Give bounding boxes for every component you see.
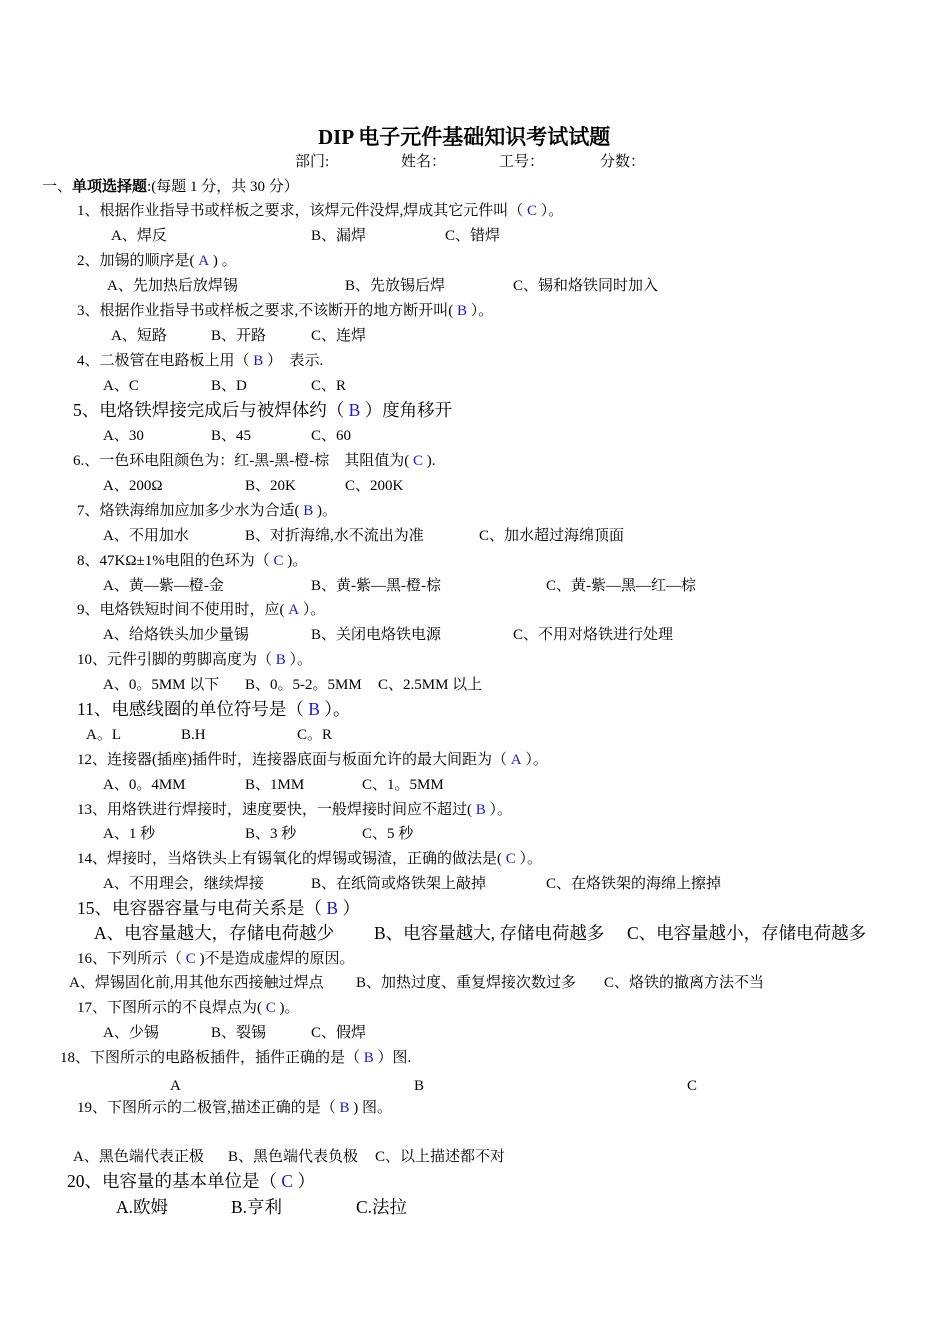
option-a: A、不用理会，继续焊接 xyxy=(103,876,264,892)
option-b: B.H xyxy=(181,727,206,743)
question-tail: )。 xyxy=(275,1000,300,1016)
option-c: C、5 秒 xyxy=(362,826,414,842)
question-text: 20、电容量的基本单位是（ xyxy=(67,1171,282,1191)
question-7 xyxy=(77,501,337,521)
question-5 xyxy=(73,400,452,420)
question-13 xyxy=(77,800,512,820)
answer: B xyxy=(457,303,468,319)
question-tail: )。 xyxy=(283,553,308,569)
question-tail: ） xyxy=(338,898,360,918)
question-17 xyxy=(77,998,300,1018)
employee-id-label: 工号： xyxy=(499,154,545,170)
answer: B xyxy=(308,699,320,719)
question-9 xyxy=(77,600,325,620)
question-tail: ）。 xyxy=(299,602,326,618)
question-text: 2、加锡的顺序是( xyxy=(77,253,199,269)
option-b: B、20K xyxy=(245,478,296,494)
option-a: A、短路 xyxy=(111,328,167,344)
question-tail: ）。 xyxy=(467,303,494,319)
question-text: 6.、一色环电阻颜色为：红-黑-黑-橙-棕 其阻值为( xyxy=(73,453,413,469)
option-b: B、开路 xyxy=(211,328,267,344)
option-b: B、黄-紫—黑-橙-棕 xyxy=(311,578,441,594)
question-text: 15、电容器容量与电荷关系是（ xyxy=(77,898,327,918)
option-c: C、1。5MM xyxy=(362,777,444,793)
question-tail: ）。 xyxy=(521,752,548,768)
question-18 xyxy=(60,1048,411,1068)
question-text: 14、焊接时，当烙铁头上有锡氧化的焊锡或锡渣，正确的做法是( xyxy=(77,851,506,867)
question-text: 3、根据作业指导书或样板之要求,不该断开的地方断开叫( xyxy=(77,303,457,319)
question-20 xyxy=(67,1171,315,1191)
question-12 xyxy=(77,750,548,770)
option-b: B.亨利 xyxy=(231,1197,283,1217)
question-2 xyxy=(77,251,237,271)
question-16 xyxy=(77,949,355,969)
question-text: 8、47KΩ±1%电阻的色环为（ xyxy=(77,553,274,569)
option-c: C、电容量越小，存储电荷越多 xyxy=(627,923,867,943)
option-b: B xyxy=(414,1078,425,1094)
question-tail: ） 表示. xyxy=(263,353,324,369)
option-c: C、2.5MM 以上 xyxy=(378,677,483,693)
option-c: C、在烙铁架的海绵上擦掉 xyxy=(546,876,722,892)
exam-title: DIP 电子元件基础知识考试试题 xyxy=(318,125,611,149)
option-a: A、黑色端代表正极 xyxy=(73,1149,204,1165)
option-a: A、30 xyxy=(103,428,144,444)
answer: C xyxy=(265,1000,276,1016)
question-8 xyxy=(77,551,307,571)
question-text: 7、烙铁海绵加应加多少水为合适( xyxy=(77,503,304,519)
question-text: 5、电烙铁焊接完成后与被焊体约（ xyxy=(73,400,349,420)
question-text: 10、元件引脚的剪脚高度为（ xyxy=(77,652,276,668)
option-b: B、关闭电烙铁电源 xyxy=(311,627,442,643)
question-4 xyxy=(77,351,323,371)
question-text: 16、下列所示（ xyxy=(77,951,186,967)
option-a: A。L xyxy=(86,727,121,743)
option-b: B、加热过度、重复焊接次数过多 xyxy=(356,975,577,991)
question-tail: ）图. xyxy=(373,1050,412,1066)
answer: A xyxy=(198,253,210,269)
option-a: A、焊锡固化前,用其他东西接触过焊点 xyxy=(69,975,324,991)
dept-label: 部门: xyxy=(295,154,330,170)
option-b: B、电容量越大, 存储电荷越多 xyxy=(374,923,605,943)
answer: B xyxy=(339,1100,350,1116)
question-text: 17、下图所示的不良焊点为( xyxy=(77,1000,266,1016)
option-b: B、1MM xyxy=(245,777,305,793)
question-tail: ）度角移开 xyxy=(360,400,453,420)
question-tail: ) 图。 xyxy=(349,1100,393,1116)
section-heading xyxy=(42,177,299,197)
option-a: A、200Ω xyxy=(103,478,163,494)
question-15 xyxy=(77,898,360,918)
option-b: B、对折海绵,水不流出为准 xyxy=(245,528,424,544)
question-text: 18、下图所示的电路板插件，插件正确的是（ xyxy=(60,1050,364,1066)
option-c: C.法拉 xyxy=(356,1197,408,1217)
option-c: C xyxy=(687,1078,698,1094)
option-c: C、锡和烙铁同时加入 xyxy=(513,278,659,294)
answer: B xyxy=(363,1050,374,1066)
option-c: C、连焊 xyxy=(311,328,367,344)
option-b: B、D xyxy=(211,378,247,394)
option-b: B、先放锡后焊 xyxy=(345,278,446,294)
answer: B xyxy=(253,353,264,369)
option-c: C。R xyxy=(297,727,333,743)
question-text: 1、根据作业指导书或样板之要求，该焊元件没焊,焊成其它元件叫（ xyxy=(77,203,528,219)
answer: C xyxy=(527,203,538,219)
question-tail: ）。 xyxy=(537,203,564,219)
question-text: 12、连接器(插座)插件时，连接器底面与板面允许的最大间距为（ xyxy=(77,752,511,768)
option-b: B、在纸筒或烙铁架上敲掉 xyxy=(311,876,487,892)
option-c: C、R xyxy=(311,378,347,394)
option-b: B、漏焊 xyxy=(311,228,367,244)
question-tail: ）。 xyxy=(515,851,543,867)
question-14 xyxy=(77,849,542,869)
question-6 xyxy=(73,451,436,471)
option-b: B、45 xyxy=(211,428,252,444)
question-text: 13、用烙铁进行焊接时，速度要快，一般焊接时间应不超过( xyxy=(77,802,476,818)
option-b: B、3 秒 xyxy=(245,826,297,842)
answer: C xyxy=(412,453,423,469)
question-text: 4、二极管在电路板上用（ xyxy=(77,353,254,369)
option-c: C、60 xyxy=(311,428,352,444)
question-tail: ） xyxy=(293,1171,315,1191)
question-tail: ）。 xyxy=(285,652,313,668)
question-1 xyxy=(77,201,563,221)
option-a: A、0。5MM 以下 xyxy=(103,677,220,693)
answer: B xyxy=(326,898,339,918)
option-a: A、电容量越大，存储电荷越少 xyxy=(94,923,335,943)
answer: B xyxy=(348,400,361,420)
option-a: A、1 秒 xyxy=(103,826,156,842)
question-tail: ）。 xyxy=(319,699,351,719)
option-b: B、裂锡 xyxy=(211,1025,267,1041)
answer: C xyxy=(185,951,196,967)
question-3 xyxy=(77,301,493,321)
option-a: A.欧姆 xyxy=(116,1197,169,1217)
question-text: 19、下图所示的二极管,描述正确的是（ xyxy=(77,1100,340,1116)
answer: B xyxy=(475,802,486,818)
answer: C xyxy=(273,553,284,569)
section-title: 单项选择题 xyxy=(72,179,148,195)
answer: B xyxy=(275,652,286,668)
option-c: C、烙铁的撤离方法不当 xyxy=(604,975,765,991)
answer: C xyxy=(505,851,516,867)
option-a: A、黄—紫—橙-金 xyxy=(103,578,224,594)
question-text: 9、电烙铁短时间不使用时，应( xyxy=(77,602,289,618)
option-a: A、焊反 xyxy=(111,228,167,244)
option-b: B、黑色端代表负极 xyxy=(228,1149,359,1165)
question-tail: )不是造成虚焊的原因。 xyxy=(195,951,355,967)
option-a: A xyxy=(170,1078,181,1094)
question-tail: )。 xyxy=(313,503,338,519)
option-c: C、加水超过海绵顶面 xyxy=(479,528,625,544)
question-text: 11、电感线圈的单位符号是（ xyxy=(77,699,309,719)
answer: B xyxy=(303,503,314,519)
question-tail: ). xyxy=(423,453,436,469)
answer: C xyxy=(281,1171,294,1191)
name-label: 姓名： xyxy=(401,154,447,170)
answer: A xyxy=(288,602,300,618)
question-10 xyxy=(77,650,312,670)
score-label: 分数： xyxy=(600,154,646,170)
question-tail: ) 。 xyxy=(209,253,237,269)
option-c: C、错焊 xyxy=(445,228,501,244)
section-prefix: 一、 xyxy=(42,179,73,195)
option-c: C、以上描述都不对 xyxy=(375,1149,506,1165)
option-c: C、假焊 xyxy=(311,1025,367,1041)
option-a: A、0。4MM xyxy=(103,777,186,793)
option-a: A、不用加水 xyxy=(103,528,189,544)
section-note: :(每题 1 分，共 30 分） xyxy=(147,179,299,195)
question-19 xyxy=(77,1098,392,1118)
answer: A xyxy=(510,752,522,768)
question-tail: ）。 xyxy=(485,802,513,818)
option-a: A、少锡 xyxy=(103,1025,159,1041)
option-c: C、黄-紫—黑—红—棕 xyxy=(546,578,697,594)
option-a: A、先加热后放焊锡 xyxy=(107,278,238,294)
option-b: B、0。5-2。5MM xyxy=(245,677,362,693)
question-11 xyxy=(77,699,351,719)
option-a: A、C xyxy=(103,378,139,394)
option-a: A、给烙铁头加少量锡 xyxy=(103,627,249,643)
option-c: C、200K xyxy=(345,478,404,494)
option-c: C、不用对烙铁进行处理 xyxy=(513,627,674,643)
